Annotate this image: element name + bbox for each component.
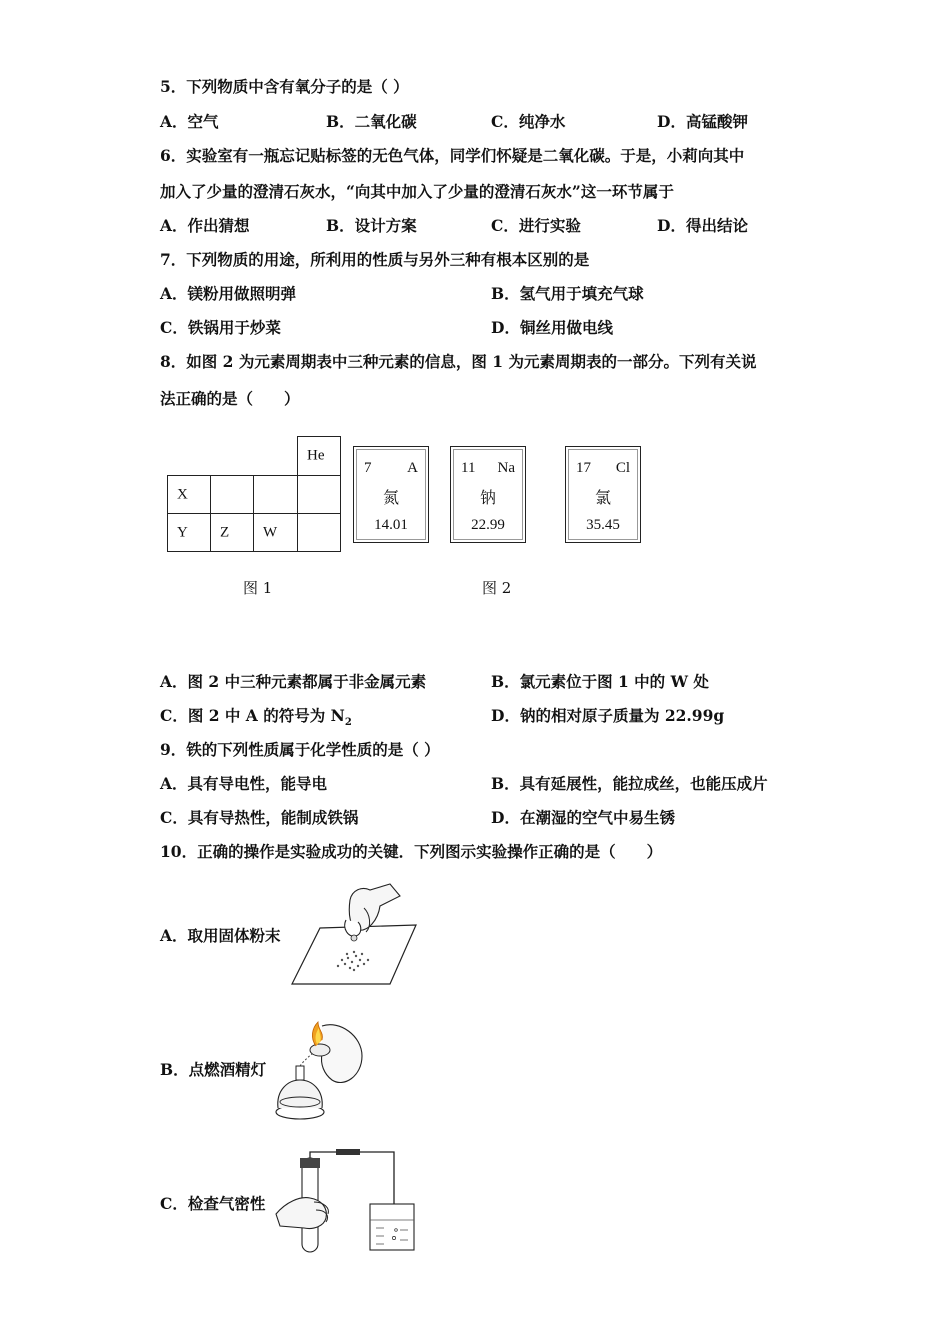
q5-option-d: D．高锰酸钾	[657, 112, 748, 131]
q7-option-c: C．铁锅用于炒菜	[160, 318, 281, 337]
figure-2-caption: 图 2	[482, 579, 512, 597]
q6-stem-line2: 加入了少量的澄清石灰水，“向其中加入了少量的澄清石灰水”这一环节属于	[160, 182, 674, 201]
q7-option-d: D．铜丝用做电线	[491, 318, 613, 337]
q6-option-a: A．作出猜想	[160, 216, 250, 235]
table-cell	[210, 475, 254, 514]
powder-on-paper-illustration	[290, 880, 420, 988]
q5-option-c: C．纯净水	[491, 112, 566, 131]
q7-option-a: A．镁粉用做照明弹	[160, 284, 297, 303]
q8-option-a: A．图 2 中三种元素都属于非金属元素	[160, 672, 427, 691]
q9-stem: 9．铁的下列性质属于化学性质的是（ ）	[160, 740, 440, 759]
q8-stem-line2: 法正确的是（ ）	[160, 389, 300, 408]
q6-option-b: B．设计方案	[326, 216, 417, 235]
q8-option-c: C．图 2 中 A 的符号为 $N_2$	[160, 706, 352, 729]
q9-option-c: C．具有导热性，能制成铁锅	[160, 808, 359, 827]
element-card-sodium: 11 Na 钠 22.99	[450, 446, 526, 543]
table-cell-x: X	[167, 475, 211, 514]
q7-option-b: B．氢气用于填充气球	[491, 284, 644, 303]
table-cell-z: Z	[210, 513, 254, 552]
airtightness-check-illustration	[270, 1144, 420, 1256]
q5-option-a: A．空气	[160, 112, 219, 131]
q9-option-a: A．具有导电性，能导电	[160, 774, 328, 793]
alcohol-lamp-illustration	[270, 1016, 370, 1122]
q6-option-d: D．得出结论	[657, 216, 748, 235]
q10-option-c: C．检查气密性	[160, 1194, 266, 1213]
q5-stem: 5．下列物质中含有氧分子的是（ ）	[160, 77, 409, 96]
q10-option-a: A．取用固体粉末	[160, 926, 281, 945]
q9-option-d: D．在潮湿的空气中易生锈	[491, 808, 675, 827]
q8-option-d: D．钠的相对原子质量为 22.99g	[491, 706, 725, 725]
element-card-chlorine: 17 Cl 氯 35.45	[565, 446, 641, 543]
q8-option-b: B．氯元素位于图 1 中的 W 处	[491, 672, 709, 691]
q10-stem: 10．正确的操作是实验成功的关键．下列图示实验操作正确的是（ ）	[160, 842, 663, 861]
table-cell	[253, 475, 298, 514]
q7-stem: 7．下列物质的用途，所利用的性质与另外三种有根本区别的是	[160, 250, 590, 269]
q10-option-b: B．点燃酒精灯	[160, 1060, 267, 1079]
q5-option-b: B．二氧化碳	[326, 112, 417, 131]
table-cell-y: Y	[167, 513, 211, 552]
table-cell	[297, 513, 341, 552]
q6-stem-line1: 6．实验室有一瓶忘记贴标签的无色气体，同学们怀疑是二氧化碳。于是，小莉向其中	[160, 146, 745, 165]
element-card-nitrogen: 7 A 氮 14.01	[353, 446, 429, 543]
table-cell-w: W	[253, 513, 298, 552]
figure-1-caption: 图 1	[243, 579, 273, 597]
table-cell	[297, 475, 341, 514]
table-cell-he: He	[297, 436, 341, 476]
q6-option-c: C．进行实验	[491, 216, 581, 235]
q8-stem-line1: 8．如图 2 为元素周期表中三种元素的信息，图 1 为元素周期表的一部分。下列有关说	[160, 352, 757, 371]
periodic-table-fragment	[167, 436, 341, 552]
q9-option-b: B．具有延展性，能拉成丝，也能压成片	[491, 774, 768, 793]
